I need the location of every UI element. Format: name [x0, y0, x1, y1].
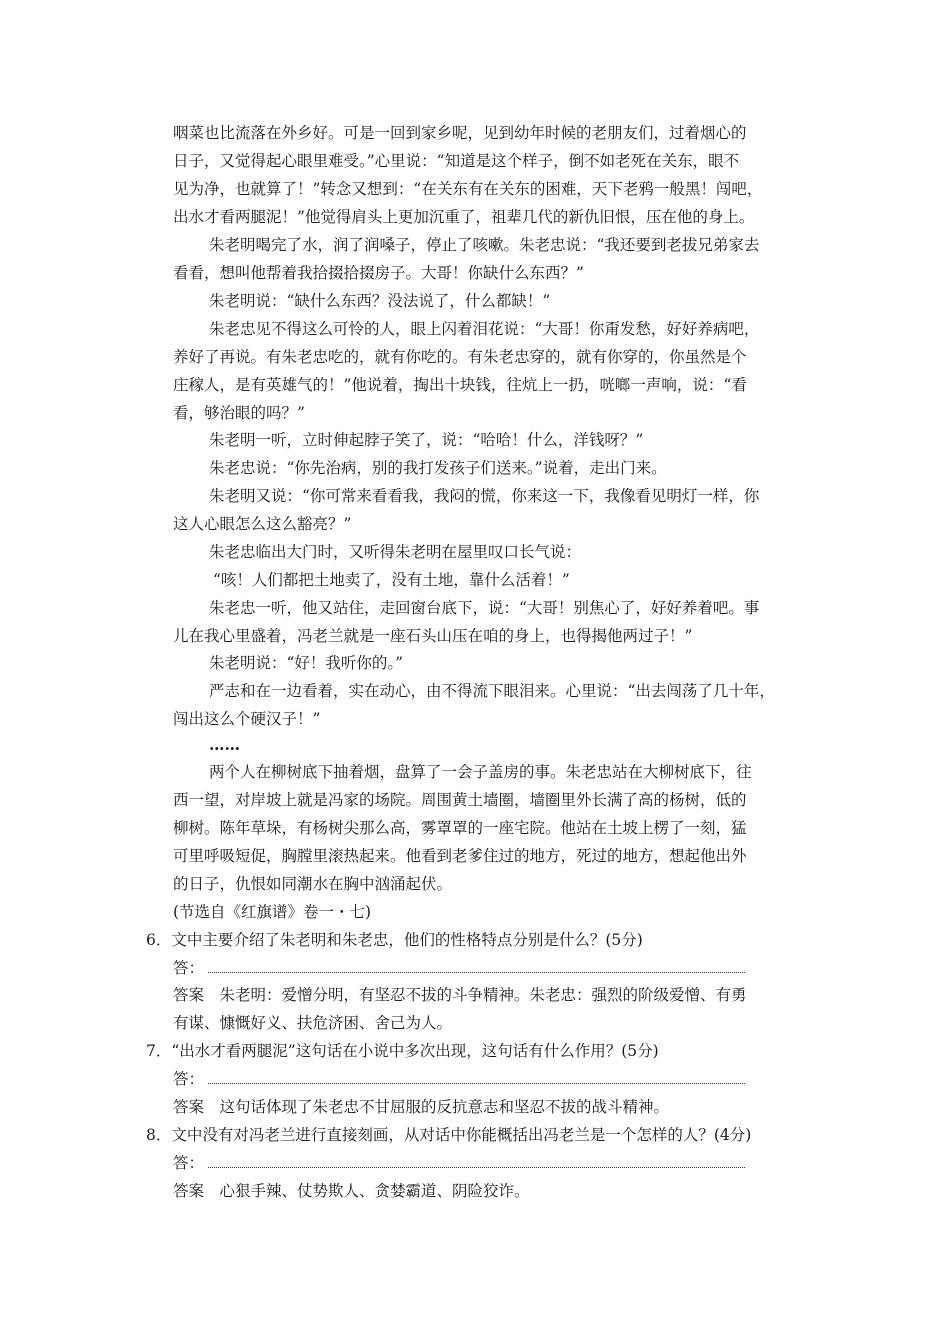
- passage-line: 咽菜也比流落在外乡好。可是一回到家乡呢，见到幼年时候的老朋友们，过着烟心的: [173, 124, 747, 142]
- source-citation: (节选自《红旗谱》卷一・七): [173, 903, 372, 921]
- passage-line: 养好了再说。有朱老忠吃的，就有你吃的。有朱老忠穿的，就有你穿的，你虽然是个: [173, 348, 747, 366]
- passage-line: “咳！人们都把土地卖了，没有土地，靠什么活着！”: [213, 571, 570, 589]
- passage-line: 闯出这么个硬汉子！”: [173, 710, 321, 728]
- passage-line: 朱老明说：“缺什么东西？没法说了，什么都缺！”: [209, 292, 551, 310]
- passage-line: 朱老明又说：“你可常来看看我，我闷的慌，你来这一下，我像看见明灯一样，你: [209, 487, 760, 505]
- answer-blank-line[interactable]: [208, 1167, 745, 1168]
- answer-text: 有谋、慷慨好义、扶危济困、舍己为人。: [173, 1014, 453, 1032]
- passage-line: 儿在我心里盛着，冯老兰就是一座石头山压在咱的身上，也得揭他两过子！”: [173, 627, 693, 645]
- ellipsis: ……: [209, 735, 240, 754]
- question-8: 8．文中没有对冯老兰进行直接刻画，从对话中你能概括出冯老兰是一个怎样的人？(4分): [146, 1126, 752, 1144]
- answer-text: 答案 这句话体现了朱老忠不甘屈服的反抗意志和坚忍不拔的战斗精神。: [173, 1098, 670, 1116]
- answer-prompt: 答：: [173, 1070, 205, 1088]
- question-6: 6．文中主要介绍了朱老明和朱老忠，他们的性格特点分别是什么？(5分): [146, 931, 643, 949]
- passage-line: 柳树。陈年草垛，有杨树尖那么高，雾罩罩的一座宅院。他站在土坡上楞了一刻，猛: [173, 819, 747, 837]
- passage-line: 朱老忠一听，他又站住，走回窗台底下，说：“大哥！别焦心了，好好养着吧。事: [209, 599, 760, 617]
- passage-line: 可里呼吸短促，胸膛里滚热起来。他看到老爹住过的地方，死过的地方，想起他出外: [173, 847, 747, 865]
- answer-blank-line[interactable]: [208, 972, 745, 973]
- passage-line: 日子，又觉得起心眼里难受。”心里说：“知道是这个样子，倒不如老死在关东，眼不: [173, 152, 740, 170]
- passage-line: 这人心眼怎么这么豁亮？”: [173, 515, 352, 533]
- passage-line: 两个人在柳树底下抽着烟，盘算了一会子盖房的事。朱老忠站在大柳树底下，往: [209, 763, 752, 781]
- passage-line: 朱老明一听，立时伸起脖子笑了，说：“哈哈！什么，洋钱呀？”: [209, 431, 644, 449]
- passage-line: 朱老忠说：“你先治病，别的我打发孩子们送来。”说着，走出门来。: [209, 459, 667, 477]
- passage-line: 的日子，仇恨如同潮水在胸中汹涌起伏。: [173, 875, 453, 893]
- passage-line: 看，够治眼的吗？”: [173, 404, 305, 422]
- passage-line: 见为净，也就算了！”转念又想到：“在关东有在关东的困难，天下老鸦一般黑！闯吧，: [173, 180, 763, 198]
- passage-line: 出水才看两腿泥！”他觉得肩头上更加沉重了，祖辈几代的新仇旧恨，压在他的身上。: [173, 208, 755, 226]
- question-7: 7．“出水才看两腿泥”这句话在小说中多次出现，这句话有什么作用？(5分): [146, 1042, 659, 1060]
- passage-line: 庄稼人，是有英雄气的！”他说着，掏出十块钱，往炕上一扔，咣啷一声响，说：“看: [173, 376, 747, 394]
- passage-line: 朱老忠临出大门时，又听得朱老明在屋里叹口长气说：: [209, 543, 582, 561]
- passage-line: 严志和在一边看着，实在动心，由不得流下眼泪来。心里说：“出去闯荡了几十年，: [209, 682, 775, 700]
- answer-text: 答案 朱老明：爱憎分明，有坚忍不拔的斗争精神。朱老忠：强烈的阶级爱憎、有勇: [173, 986, 747, 1004]
- passage-line: 朱老忠见不得这么可怜的人，眼上闪着泪花说：“大哥！你甭发愁，好好养病吧，: [209, 320, 760, 338]
- passage-line: 朱老明说：“好！我听你的。”: [209, 654, 404, 672]
- answer-text: 答案 心狠手辣、仗势欺人、贪婪霸道、阴险狡诈。: [173, 1182, 530, 1200]
- answer-prompt: 答：: [173, 1154, 205, 1172]
- answer-prompt: 答：: [173, 959, 205, 977]
- passage-line: 朱老明喝完了水，润了润嗓子，停止了咳嗽。朱老忠说：“我还要到老拔兄弟家去: [209, 236, 760, 254]
- passage-line: 看看，想叫他帮着我拾掇拾掇房子。大哥！你缺什么东西？”: [173, 264, 584, 282]
- passage-line: 西一望，对岸坡上就是冯家的场院。周围黄土墙圈，墙圈里外长满了高的杨树，低的: [173, 791, 747, 809]
- answer-blank-line[interactable]: [208, 1083, 745, 1084]
